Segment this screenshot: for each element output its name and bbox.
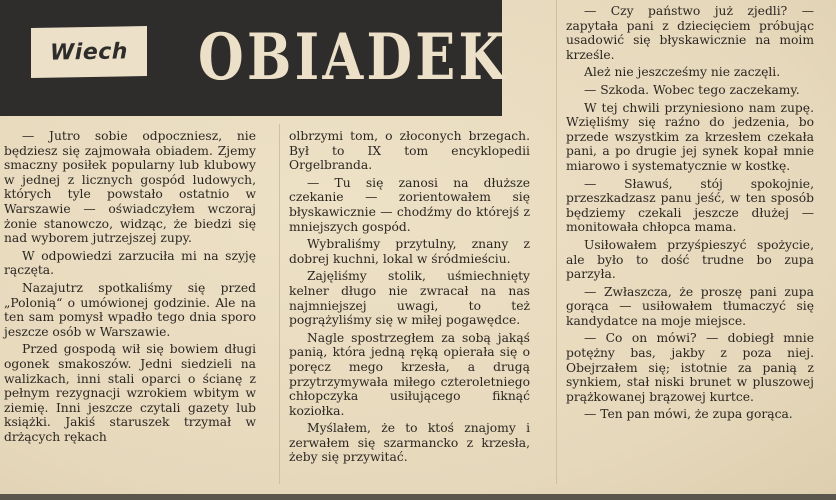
paragraph: — Szkoda. Wobec tego zaczekamy.	[584, 82, 800, 97]
paragraph: — Sławuś, stój spokojnie, przeszkadzasz panu jeść, w ten sposób będziemy czekali jeszcze dłużej — monitowała chłopca mama.	[566, 176, 814, 235]
paragraph: Myślałem, że to ktoś znajomy i zerwałem się szarmancko z krzesła, żeby się przywitać.	[289, 421, 530, 465]
paragraph: W tej chwili przyniesiono nam zupę. Wzięliśmy się raźno do jedzenia, bo przede wszystkim za krzesłem czekała pani, a po drugie jej synek kopał mnie miarowo i systematycznie w kostkę.	[566, 100, 814, 173]
article-column-1	[4, 129, 256, 447]
paragraph-continuation: olbrzymi tom, o złoconych brzegach. Był to IX tom encyklopedii Orgelbranda.	[289, 129, 530, 173]
paragraph: Nazajutrz spotkaliśmy się przed „Polonią“ o umówionej godzinie. Ale na ten sam pomysł wpadło tego dnia sporo jeszcze osób w Warszawie.	[4, 280, 256, 339]
article-column-3	[566, 4, 814, 425]
article-title: OBIADEK	[198, 20, 508, 95]
column-divider	[556, 0, 557, 484]
article-column-2	[289, 129, 530, 468]
paragraph: — Co on mówi? — dobiegł mnie potężny bas, jakby z poza niej. Obejrzałem się; istotnie za panią z synkiem, stał niski brunet w pluszowej prążkowanej brązowej kurtce.	[566, 331, 814, 404]
column-divider	[279, 124, 280, 484]
headline-banner	[0, 0, 508, 116]
paragraph: Wybraliśmy przytulny, znany z dobrej kuchni, lokal w śródmieściu.	[289, 237, 530, 266]
paragraph: Usiłowałem przyśpieszyć spożycie, ale było to dość trudne bo zupa parzyła.	[566, 237, 814, 282]
paragraph: W odpowiedzi zarzuciła mi na szyję rączęta.	[4, 248, 256, 278]
paragraph: Zajęliśmy stolik, uśmiechnięty kelner długo nie zwracał na nas najmniejszej uwagi, to też pogrążyliśmy się w miłej pogawędce.	[289, 269, 530, 328]
paragraph: — Zwłaszcza, że proszę pani zupa gorąca — usiłowałem tłumaczyć się kandydatce na moje miejsce.	[566, 284, 814, 328]
paragraph: — Ten pan mówi, że zupa gorąca.	[584, 407, 793, 422]
paragraph: Ależ nie jeszcześmy nie zaczęli.	[584, 65, 781, 80]
page-bottom-edge	[0, 494, 836, 500]
paragraph: — Jutro sobie odpoczniesz, nie będziesz się zajmowała obiadem. Zjemy smaczny posiłek popularny lub klubowy w jednej z licznych gospód ludowych, których tyle powstało ostatnio w Warszawie — oświadczyłem wczoraj żonie stanowczo, widząc, że biedzi się nad wyborem jutrzejszej zupy.	[4, 129, 256, 246]
paragraph: Przed gospodą wił się bowiem długi ogonek smakoszów. Jedni siedzieli na walizkach, inni stali oparci o ścianę z pełnym rezygnacji wzrokiem wbitym w ziemię. Inni jeszcze czytali gazety lub książki. Jakiś staruszek trzymał w drżących rękach	[4, 342, 256, 444]
paragraph: — Tu się zanosi na dłuższe czekanie — zorientowałem się błyskawicznie — chodźmy do którejś z mniejszych gospód.	[289, 175, 530, 234]
paragraph: Nagle spostrzegłem za sobą jakąś panią, która jedną ręką opierała się o poręcz mego krzesła, a drugą przytrzymywała miłego czteroletniego chłopczyka usiłującego fiknąć koziołka.	[289, 330, 530, 418]
paragraph: — Czy państwo już zjedli? — zapytała pani z dziecięciem próbując usadowić się błyskawicznie na moim krześle.	[566, 4, 814, 62]
author-label-box	[31, 26, 147, 78]
author-name: Wiech	[50, 38, 128, 66]
